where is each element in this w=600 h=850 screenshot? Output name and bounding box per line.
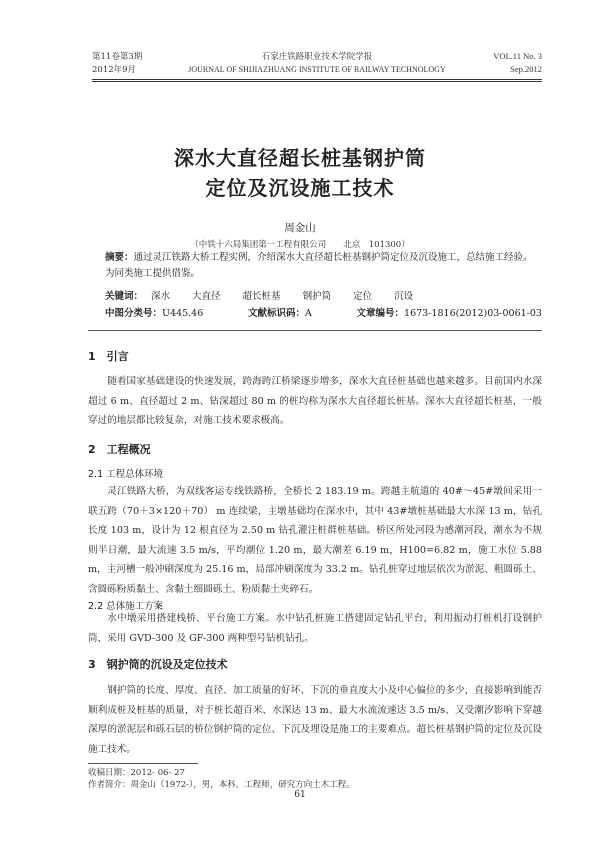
abstract-divider bbox=[88, 330, 542, 331]
journal-name-en: JOURNAL OF SHIJIAZHUANG INSTITUTE OF RAILWAY TECHNOLOGY bbox=[188, 65, 446, 74]
title-line-1: 深水大直径超长桩基钢护筒 bbox=[174, 146, 426, 170]
header-rule-thin bbox=[92, 81, 542, 82]
section-2-1-heading: 2.1 工程总体环境 bbox=[88, 469, 164, 480]
abstract-text: 通过灵江铁路大桥工程实例，介绍深水大直径超长桩基钢护筒定位及沉设施工，总结施工经验。为同类施工提供借鉴。 bbox=[105, 252, 533, 279]
keyword: 钢护筒 bbox=[302, 291, 332, 302]
article-number bbox=[357, 306, 542, 322]
section-2-2-heading: 2.2 总体施工方案 bbox=[88, 601, 164, 612]
affiliation: （中铁十六局集团第一工程有限公司 北京 101300） bbox=[190, 240, 410, 250]
clc-number bbox=[105, 306, 203, 322]
doc-value: A bbox=[304, 308, 312, 319]
page-number: 61 bbox=[294, 790, 306, 800]
clc-label: 中图分类号： bbox=[105, 308, 163, 319]
author-name: 周金山 bbox=[284, 222, 316, 234]
footnote-rule bbox=[88, 763, 198, 764]
document-code bbox=[248, 306, 312, 322]
title-line-2: 定位及沉设施工技术 bbox=[205, 176, 395, 200]
section-2-2-paragraph: 水中墩采用搭建栈桥、平台施工方案。水中钻孔桩施工搭建固定钻孔平台，利用振动打桩机打设钢护筒，采用 GVD-300 及 GF-300 两种型号钻机钻孔。 bbox=[88, 613, 542, 644]
journal-name-cn: 石家庄铁路职业技术学院学报 bbox=[261, 52, 373, 62]
abstract-label: 摘要： bbox=[105, 252, 134, 263]
author-bio: 作者简介：周金山（1972-），男，本科，工程师，研究方向土木工程。 bbox=[88, 780, 355, 790]
doc-label: 文献标识码： bbox=[247, 308, 305, 319]
received-date: 收稿日期：2012- 06- 27 bbox=[88, 768, 185, 778]
section-3-paragraph: 钢护筒的长度、厚度、直径、加工质量的好坏、下沉的垂直度大小及中心偏位的多少，直接影响到能否顺利成桩及桩基的质量，对于桩长超百米、水深达 13 m、最大水流流速达 3.5 m/s、又受潮汐影响下穿越深厚的淤泥层和砾石层的桥位钢护筒的定位、下沉及埋设是施工的主要难点。超长桩基钢护筒的定位及沉设施工技术。 bbox=[88, 685, 542, 755]
section-2-heading: 2 工程概况 bbox=[88, 443, 151, 456]
header-rule bbox=[92, 79, 542, 80]
article-value: 1673-1816(2012)03-0061-03 bbox=[404, 308, 542, 319]
keyword: 超长桩基 bbox=[242, 291, 281, 302]
classification-row bbox=[105, 306, 542, 322]
section-1-paragraph: 随着国家基础建设的快速发展，跨海跨江桥梁逐步增多，深水大直径桩基础也越来越多。目前国内水深超过 6 m、直径超过 2 m、钻深超过 80 m 的桩均称为深水大直径超长桩基。深水大直径超长桩基，一般穿过的地层都比较复杂，对施工技术要求极高。 bbox=[88, 376, 542, 426]
volume-en: VOL.11 No. 3 bbox=[493, 51, 542, 61]
running-header bbox=[92, 50, 542, 78]
date-en: Sep.2012 bbox=[510, 64, 542, 74]
date-cn: 2012年9月 bbox=[92, 65, 137, 75]
article-label: 文章编号： bbox=[356, 308, 405, 319]
paper-title bbox=[0, 143, 600, 203]
section-3-heading: 3 钢护筒的沉设及定位技术 bbox=[88, 658, 228, 671]
abstract bbox=[105, 250, 542, 282]
clc-value: U445.46 bbox=[162, 308, 204, 319]
keyword: 大直径 bbox=[192, 291, 221, 302]
keyword: 定位 bbox=[353, 291, 373, 302]
keywords-label: 关键词： bbox=[105, 291, 144, 302]
keyword: 深水 bbox=[151, 291, 171, 302]
keyword-list bbox=[151, 291, 435, 302]
section-1-heading: 1 引言 bbox=[88, 350, 129, 363]
keyword: 沉设 bbox=[394, 291, 414, 302]
keywords bbox=[105, 289, 542, 305]
section-2-1-paragraph: 灵江铁路大桥，为双线客运专线铁路桥，全桥长 2 183.19 m。跨越主航道的 40#～45#墩间采用一联五跨（70＋3×120＋70） m 连续梁，主墩基础均在深水中，其中 43#墩桩基础最大水深 13 m，钻孔长度 103 m，设计为 12 根直径为 2.50 m 钻孔灌注桩群桩基础。桥区所处河段为感潮河段，潮水为不规则半日潮，最大流速 3.5 m/s，平均潮位 1.20 m，最大潮差 6.19 m，H100=6.82 m，施工水位 5.88 m，主河槽一般冲刷深度为 25.16 m，局部冲刷深度为 33.2 m。钻孔桩穿过地层依次为淤泥、粗圆砾土、含圆砾粉质黏土、含黏土细圆砾土、粉质黏土夹碎石。 bbox=[88, 486, 542, 595]
volume-cn: 第11卷第3期 bbox=[92, 52, 143, 62]
